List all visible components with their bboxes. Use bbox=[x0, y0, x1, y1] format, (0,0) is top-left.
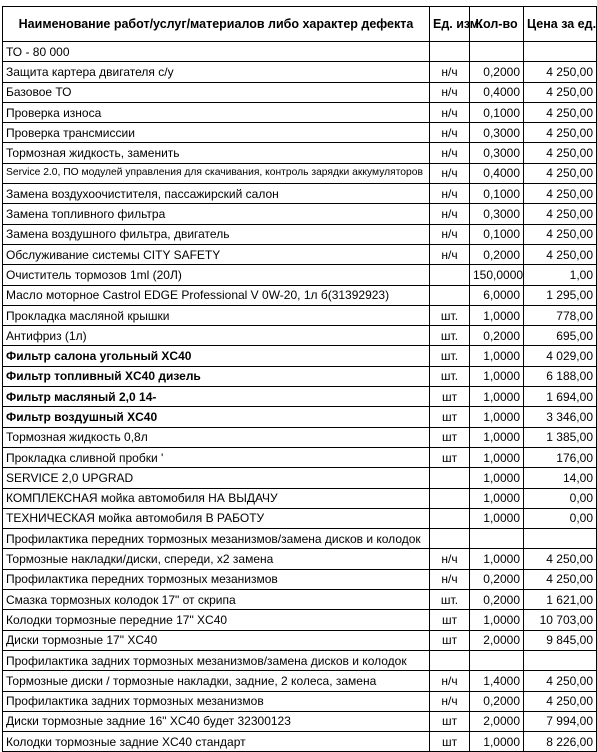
cell-unit: н/ч bbox=[430, 244, 470, 264]
table-row bbox=[3, 407, 597, 427]
cell-unit: н/ч bbox=[430, 62, 470, 82]
cell-price: 1 694,00 bbox=[524, 387, 597, 407]
cell-qty: 0,1000 bbox=[470, 224, 524, 244]
cell-unit: шт bbox=[430, 407, 470, 427]
cell-unit: н/ч bbox=[430, 569, 470, 589]
cell-price: 3 346,00 bbox=[524, 407, 597, 427]
table-row bbox=[3, 244, 597, 264]
table-row bbox=[3, 163, 597, 183]
cell-name: Колодки тормозные задние XC40 стандарт bbox=[3, 732, 430, 752]
cell-name: Профилактика передних тормозных мезанизмов bbox=[3, 569, 430, 589]
header-price: Цена за ед. bbox=[524, 7, 597, 42]
cell-price: 8 226,00 bbox=[524, 732, 597, 752]
cell-price: 14,00 bbox=[524, 468, 597, 488]
cell-qty: 1,0000 bbox=[470, 407, 524, 427]
cell-price: 4 250,00 bbox=[524, 569, 597, 589]
table-row bbox=[3, 305, 597, 325]
cell-price bbox=[524, 42, 597, 62]
table-row bbox=[3, 711, 597, 731]
cell-price: 4 250,00 bbox=[524, 691, 597, 711]
cell-price: 0,00 bbox=[524, 488, 597, 508]
table-row bbox=[3, 366, 597, 386]
cell-price: 4 250,00 bbox=[524, 204, 597, 224]
cell-qty: 6,0000 bbox=[470, 285, 524, 305]
table-row bbox=[3, 508, 597, 528]
cell-unit bbox=[430, 285, 470, 305]
table-row bbox=[3, 671, 597, 691]
header-row bbox=[3, 7, 597, 42]
cell-name: Антифриз (1л) bbox=[3, 326, 430, 346]
table-row bbox=[3, 691, 597, 711]
header-unit: Ед. изм. bbox=[430, 7, 470, 42]
cell-unit bbox=[430, 468, 470, 488]
cell-unit: н/ч bbox=[430, 184, 470, 204]
table-row bbox=[3, 387, 597, 407]
cell-qty: 0,2000 bbox=[470, 62, 524, 82]
table-row bbox=[3, 285, 597, 305]
cell-unit: н/ч bbox=[430, 671, 470, 691]
cell-price: 6 188,00 bbox=[524, 366, 597, 386]
cell-unit bbox=[430, 42, 470, 62]
cell-name: Замена топливного фильтра bbox=[3, 204, 430, 224]
cell-price: 4 250,00 bbox=[524, 224, 597, 244]
table-row bbox=[3, 123, 597, 143]
cell-unit: шт bbox=[430, 711, 470, 731]
cell-price bbox=[524, 529, 597, 549]
table-row bbox=[3, 488, 597, 508]
cell-price: 695,00 bbox=[524, 326, 597, 346]
cell-price: 4 029,00 bbox=[524, 346, 597, 366]
cell-qty: 0,1000 bbox=[470, 102, 524, 122]
cell-unit: шт bbox=[430, 387, 470, 407]
cell-price: 1 385,00 bbox=[524, 427, 597, 447]
table-row bbox=[3, 143, 597, 163]
cell-qty: 0,2000 bbox=[470, 244, 524, 264]
cell-name: Смазка тормозных колодок 17" от скрипа bbox=[3, 590, 430, 610]
cell-name: Тормозная жидкость 0,8л bbox=[3, 427, 430, 447]
cell-name: Прокладка масляной крышки bbox=[3, 305, 430, 325]
cell-name: Замена воздухоочистителя, пассажирский салон bbox=[3, 184, 430, 204]
cell-unit: н/ч bbox=[430, 102, 470, 122]
cell-name: ТЕХНИЧЕСКАЯ мойка автомобиля В РАБОТУ bbox=[3, 508, 430, 528]
cell-qty: 0,3000 bbox=[470, 123, 524, 143]
cell-unit: н/ч bbox=[430, 82, 470, 102]
cell-unit bbox=[430, 650, 470, 670]
table-header bbox=[3, 7, 597, 42]
cell-unit: шт. bbox=[430, 366, 470, 386]
cell-qty: 150,0000 bbox=[470, 265, 524, 285]
cell-qty: 1,0000 bbox=[470, 447, 524, 467]
cell-unit bbox=[430, 265, 470, 285]
cell-price: 4 250,00 bbox=[524, 143, 597, 163]
cell-qty: 1,4000 bbox=[470, 671, 524, 691]
cell-qty: 1,0000 bbox=[470, 508, 524, 528]
cell-qty: 1,0000 bbox=[470, 427, 524, 447]
cell-unit: н/ч bbox=[430, 163, 470, 183]
cell-qty: 1,0000 bbox=[470, 305, 524, 325]
table-row bbox=[3, 590, 597, 610]
cell-qty: 1,0000 bbox=[470, 387, 524, 407]
cell-price: 9 845,00 bbox=[524, 630, 597, 650]
cell-qty: 1,0000 bbox=[470, 549, 524, 569]
table-row bbox=[3, 346, 597, 366]
header-name: Наименование работ/услуг/материалов либо характер дефекта bbox=[3, 7, 430, 42]
cell-qty: 0,3000 bbox=[470, 204, 524, 224]
cell-price: 1 295,00 bbox=[524, 285, 597, 305]
cell-unit: шт bbox=[430, 427, 470, 447]
cell-unit bbox=[430, 488, 470, 508]
cell-name: Фильтр воздушный XC40 bbox=[3, 407, 430, 427]
table-row bbox=[3, 184, 597, 204]
cell-name: Диски тормозные 17" XC40 bbox=[3, 630, 430, 650]
cell-name: Базовое ТО bbox=[3, 82, 430, 102]
cell-price: 176,00 bbox=[524, 447, 597, 467]
cell-name: Диски тормозные задние 16" XC40 будет 32300123 bbox=[3, 711, 430, 731]
cell-name: Обслуживание системы CITY SAFETY bbox=[3, 244, 430, 264]
cell-name: Проверка износа bbox=[3, 102, 430, 122]
cell-unit: шт bbox=[430, 630, 470, 650]
cell-qty bbox=[470, 529, 524, 549]
cell-name: Фильтр масляный 2,0 14- bbox=[3, 387, 430, 407]
cell-name: Профилактика задних тормозных мезанизмов/замена дисков и колодок bbox=[3, 650, 430, 670]
table-row bbox=[3, 42, 597, 62]
table-row bbox=[3, 82, 597, 102]
cell-qty bbox=[470, 42, 524, 62]
cell-unit: н/ч bbox=[430, 691, 470, 711]
cell-unit: шт bbox=[430, 732, 470, 752]
cell-qty: 1,0000 bbox=[470, 366, 524, 386]
cell-unit: н/ч bbox=[430, 549, 470, 569]
cell-qty: 0,3000 bbox=[470, 143, 524, 163]
cell-price: 778,00 bbox=[524, 305, 597, 325]
cell-name: Фильтр топливный XC40 дизель bbox=[3, 366, 430, 386]
cell-price: 1,00 bbox=[524, 265, 597, 285]
cell-qty: 2,0000 bbox=[470, 711, 524, 731]
cell-price: 4 250,00 bbox=[524, 549, 597, 569]
cell-name: Масло моторное Castrol EDGE Professional V 0W-20, 1л б(31392923) bbox=[3, 285, 430, 305]
cell-qty: 0,4000 bbox=[470, 82, 524, 102]
cell-qty: 0,4000 bbox=[470, 163, 524, 183]
cell-unit bbox=[430, 508, 470, 528]
cell-name: Service 2.0, ПО модулей управления для скачивания, контроль зарядки аккумуляторов bbox=[3, 163, 430, 183]
cell-unit: шт bbox=[430, 447, 470, 467]
cell-name: КОМПЛЕКСНАЯ мойка автомобиля НА ВЫДАЧУ bbox=[3, 488, 430, 508]
cell-name: Защита картера двигателя с/у bbox=[3, 62, 430, 82]
table-row bbox=[3, 630, 597, 650]
cell-qty: 0,2000 bbox=[470, 590, 524, 610]
cell-name: Тормозная жидкость, заменить bbox=[3, 143, 430, 163]
table-row bbox=[3, 326, 597, 346]
cell-unit: шт bbox=[430, 610, 470, 630]
table-row bbox=[3, 468, 597, 488]
cell-price: 0,00 bbox=[524, 508, 597, 528]
table-row bbox=[3, 102, 597, 122]
table-row bbox=[3, 569, 597, 589]
table-row bbox=[3, 204, 597, 224]
cell-price: 4 250,00 bbox=[524, 244, 597, 264]
cell-name: Прокладка сливной пробки ' bbox=[3, 447, 430, 467]
cell-name: Профилактика задних тормозных мезанизмов bbox=[3, 691, 430, 711]
cell-unit: шт. bbox=[430, 590, 470, 610]
header-qty: Кол-во bbox=[470, 7, 524, 42]
cell-price: 4 250,00 bbox=[524, 102, 597, 122]
cell-qty bbox=[470, 650, 524, 670]
cell-name: Колодки тормозные передние 17" XC40 bbox=[3, 610, 430, 630]
cell-qty: 0,2000 bbox=[470, 569, 524, 589]
cell-name: SERVICE 2,0 UPGRAD bbox=[3, 468, 430, 488]
cell-unit: шт. bbox=[430, 326, 470, 346]
cell-unit: шт. bbox=[430, 346, 470, 366]
cell-name: Проверка трансмиссии bbox=[3, 123, 430, 143]
cell-qty: 2,0000 bbox=[470, 630, 524, 650]
cell-price: 4 250,00 bbox=[524, 671, 597, 691]
cell-qty: 0,2000 bbox=[470, 691, 524, 711]
cell-price: 4 250,00 bbox=[524, 62, 597, 82]
cell-qty: 0,1000 bbox=[470, 184, 524, 204]
table-row bbox=[3, 610, 597, 630]
table-row bbox=[3, 732, 597, 752]
cell-qty: 1,0000 bbox=[470, 468, 524, 488]
cell-unit: шт. bbox=[430, 305, 470, 325]
table-row bbox=[3, 529, 597, 549]
cell-unit: н/ч bbox=[430, 143, 470, 163]
cell-price: 1 621,00 bbox=[524, 590, 597, 610]
table-row bbox=[3, 549, 597, 569]
cell-price bbox=[524, 650, 597, 670]
cell-name: Тормозные накладки/диски, спереди, x2 замена bbox=[3, 549, 430, 569]
table-row bbox=[3, 427, 597, 447]
cell-name: ТО - 80 000 bbox=[3, 42, 430, 62]
cell-price: 4 250,00 bbox=[524, 184, 597, 204]
cell-price: 4 250,00 bbox=[524, 163, 597, 183]
table-row bbox=[3, 224, 597, 244]
table-body bbox=[3, 42, 597, 752]
estimate-table-container bbox=[2, 6, 597, 752]
cell-qty: 0,2000 bbox=[470, 326, 524, 346]
estimate-table bbox=[2, 6, 597, 752]
cell-price: 4 250,00 bbox=[524, 123, 597, 143]
cell-name: Профилактика передних тормозных мезанизмов/замена дисков и колодок bbox=[3, 529, 430, 549]
cell-price: 4 250,00 bbox=[524, 82, 597, 102]
cell-unit: н/ч bbox=[430, 204, 470, 224]
cell-qty: 1,0000 bbox=[470, 346, 524, 366]
cell-unit bbox=[430, 529, 470, 549]
cell-unit: н/ч bbox=[430, 224, 470, 244]
cell-qty: 1,0000 bbox=[470, 732, 524, 752]
cell-qty: 1,0000 bbox=[470, 610, 524, 630]
table-row bbox=[3, 650, 597, 670]
cell-name: Тормозные диски / тормозные накладки, задние, 2 колеса, замена bbox=[3, 671, 430, 691]
table-row bbox=[3, 265, 597, 285]
table-row bbox=[3, 62, 597, 82]
cell-name: Замена воздушного фильтра, двигатель bbox=[3, 224, 430, 244]
cell-unit: н/ч bbox=[430, 123, 470, 143]
cell-name: Очиститель тормозов 1ml (20Л) bbox=[3, 265, 430, 285]
cell-price: 10 703,00 bbox=[524, 610, 597, 630]
cell-name: Фильтр салона угольный XC40 bbox=[3, 346, 430, 366]
cell-qty: 1,0000 bbox=[470, 488, 524, 508]
table-row bbox=[3, 447, 597, 467]
cell-price: 7 994,00 bbox=[524, 711, 597, 731]
